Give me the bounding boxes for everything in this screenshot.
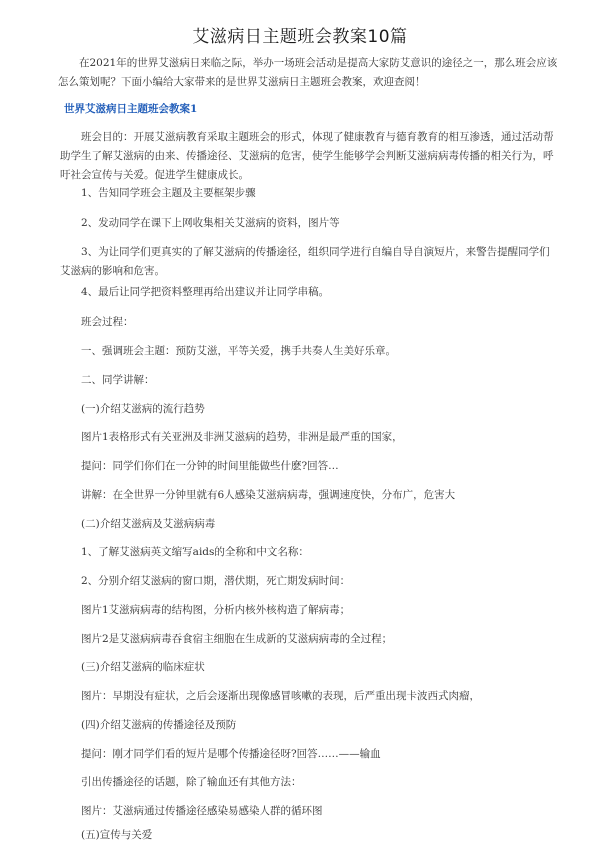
process-item: 2、分别介绍艾滋病的窗口期，潜伏期，死亡期发病时间：: [81, 575, 351, 587]
process-item: 一、强调班会主题：预防艾滋，平等关爱，携手共奏人生美好乐章。: [81, 345, 396, 357]
purpose-paragraph: 班会目的：开展艾滋病教育采取主题班会的形式，体现了健康教育与德育教育的相互渗透，通过活动帮助学生了解艾滋病的由来、传播途径、艾滋病的危害，使学生能够学会判断艾滋病病毒传播的相关行为，呼吁社会宣传与关爱。促进学生健康成长。: [60, 131, 554, 181]
process-item: 提问：刚才同学们看的短片是哪个传播途径呀?回答……——输血: [81, 748, 381, 760]
page-title: 艾滋病日主题班会教案10篇: [192, 27, 408, 47]
process-item: 图片1艾滋病病毒的结构图，分析内核外核构造了解病毒；: [81, 604, 351, 616]
process-item: 1、了解艾滋病英文缩写aids的全称和中文名称：: [81, 546, 309, 558]
process-item: (四)介绍艾滋病的传播途径及预防: [81, 719, 237, 731]
process-item: 图片1表格形式有关亚洲及非洲艾滋病的趋势，非洲是最严重的国家，: [81, 431, 403, 443]
process-item: (三)介绍艾滋病的临床症状: [81, 661, 205, 673]
process-item: 图片：艾滋病通过传播途径感染易感染人群的循环图: [81, 805, 323, 817]
step-4: 4、最后让同学把资料整理再给出建议并让同学串稿。: [81, 286, 330, 298]
process-item: 图片2是艾滋病病毒吞食宿主细胞在生成新的艾滋病病毒的全过程；: [81, 633, 393, 645]
process-item: 提问：同学们你们在一分钟的时间里能做些什麽?回答…: [81, 460, 339, 472]
intro-paragraph: 在2021年的世界艾滋病日来临之际，举办一场班会活动是提高大家防艾意识的途径之一，那么班会应该怎么策划呢？下面小编给大家带来的是世界艾滋病日主题班会教案，欢迎查阅！: [58, 57, 558, 88]
process-item: 引出传播途径的话题，除了输血还有其他方法：: [81, 776, 302, 788]
step-3: 3、为让同学们更真实的了解艾滋病的传播途径，组织同学进行自编自导自演短片，来警告提醒同学们艾滋病的影响和危害。: [60, 246, 550, 277]
process-item: (一)介绍艾滋病的流行趋势: [81, 403, 205, 415]
step-2: 2、发动同学在课下上网收集相关艾滋病的资料，图片等: [81, 217, 340, 229]
section-heading: 世界艾滋病日主题班会教案1: [64, 103, 198, 115]
process-item: (二)介绍艾滋病及艾滋病病毒: [81, 518, 216, 530]
process-label: 班会过程：: [81, 316, 134, 328]
process-item: 图片：早期没有症状，之后会逐渐出现像感冒咳嗽的表现，后严重出现卡波西式肉瘤，: [81, 690, 480, 702]
process-item: 讲解：在全世界一分钟里就有6人感染艾滋病病毒，强调速度快，分布广，危害大: [81, 489, 456, 501]
process-item: 二、同学讲解：: [81, 374, 155, 386]
step-1: 1、告知同学班会主题及主要框架步骤: [81, 187, 256, 199]
process-item: (五)宣传与关爱: [81, 829, 153, 841]
